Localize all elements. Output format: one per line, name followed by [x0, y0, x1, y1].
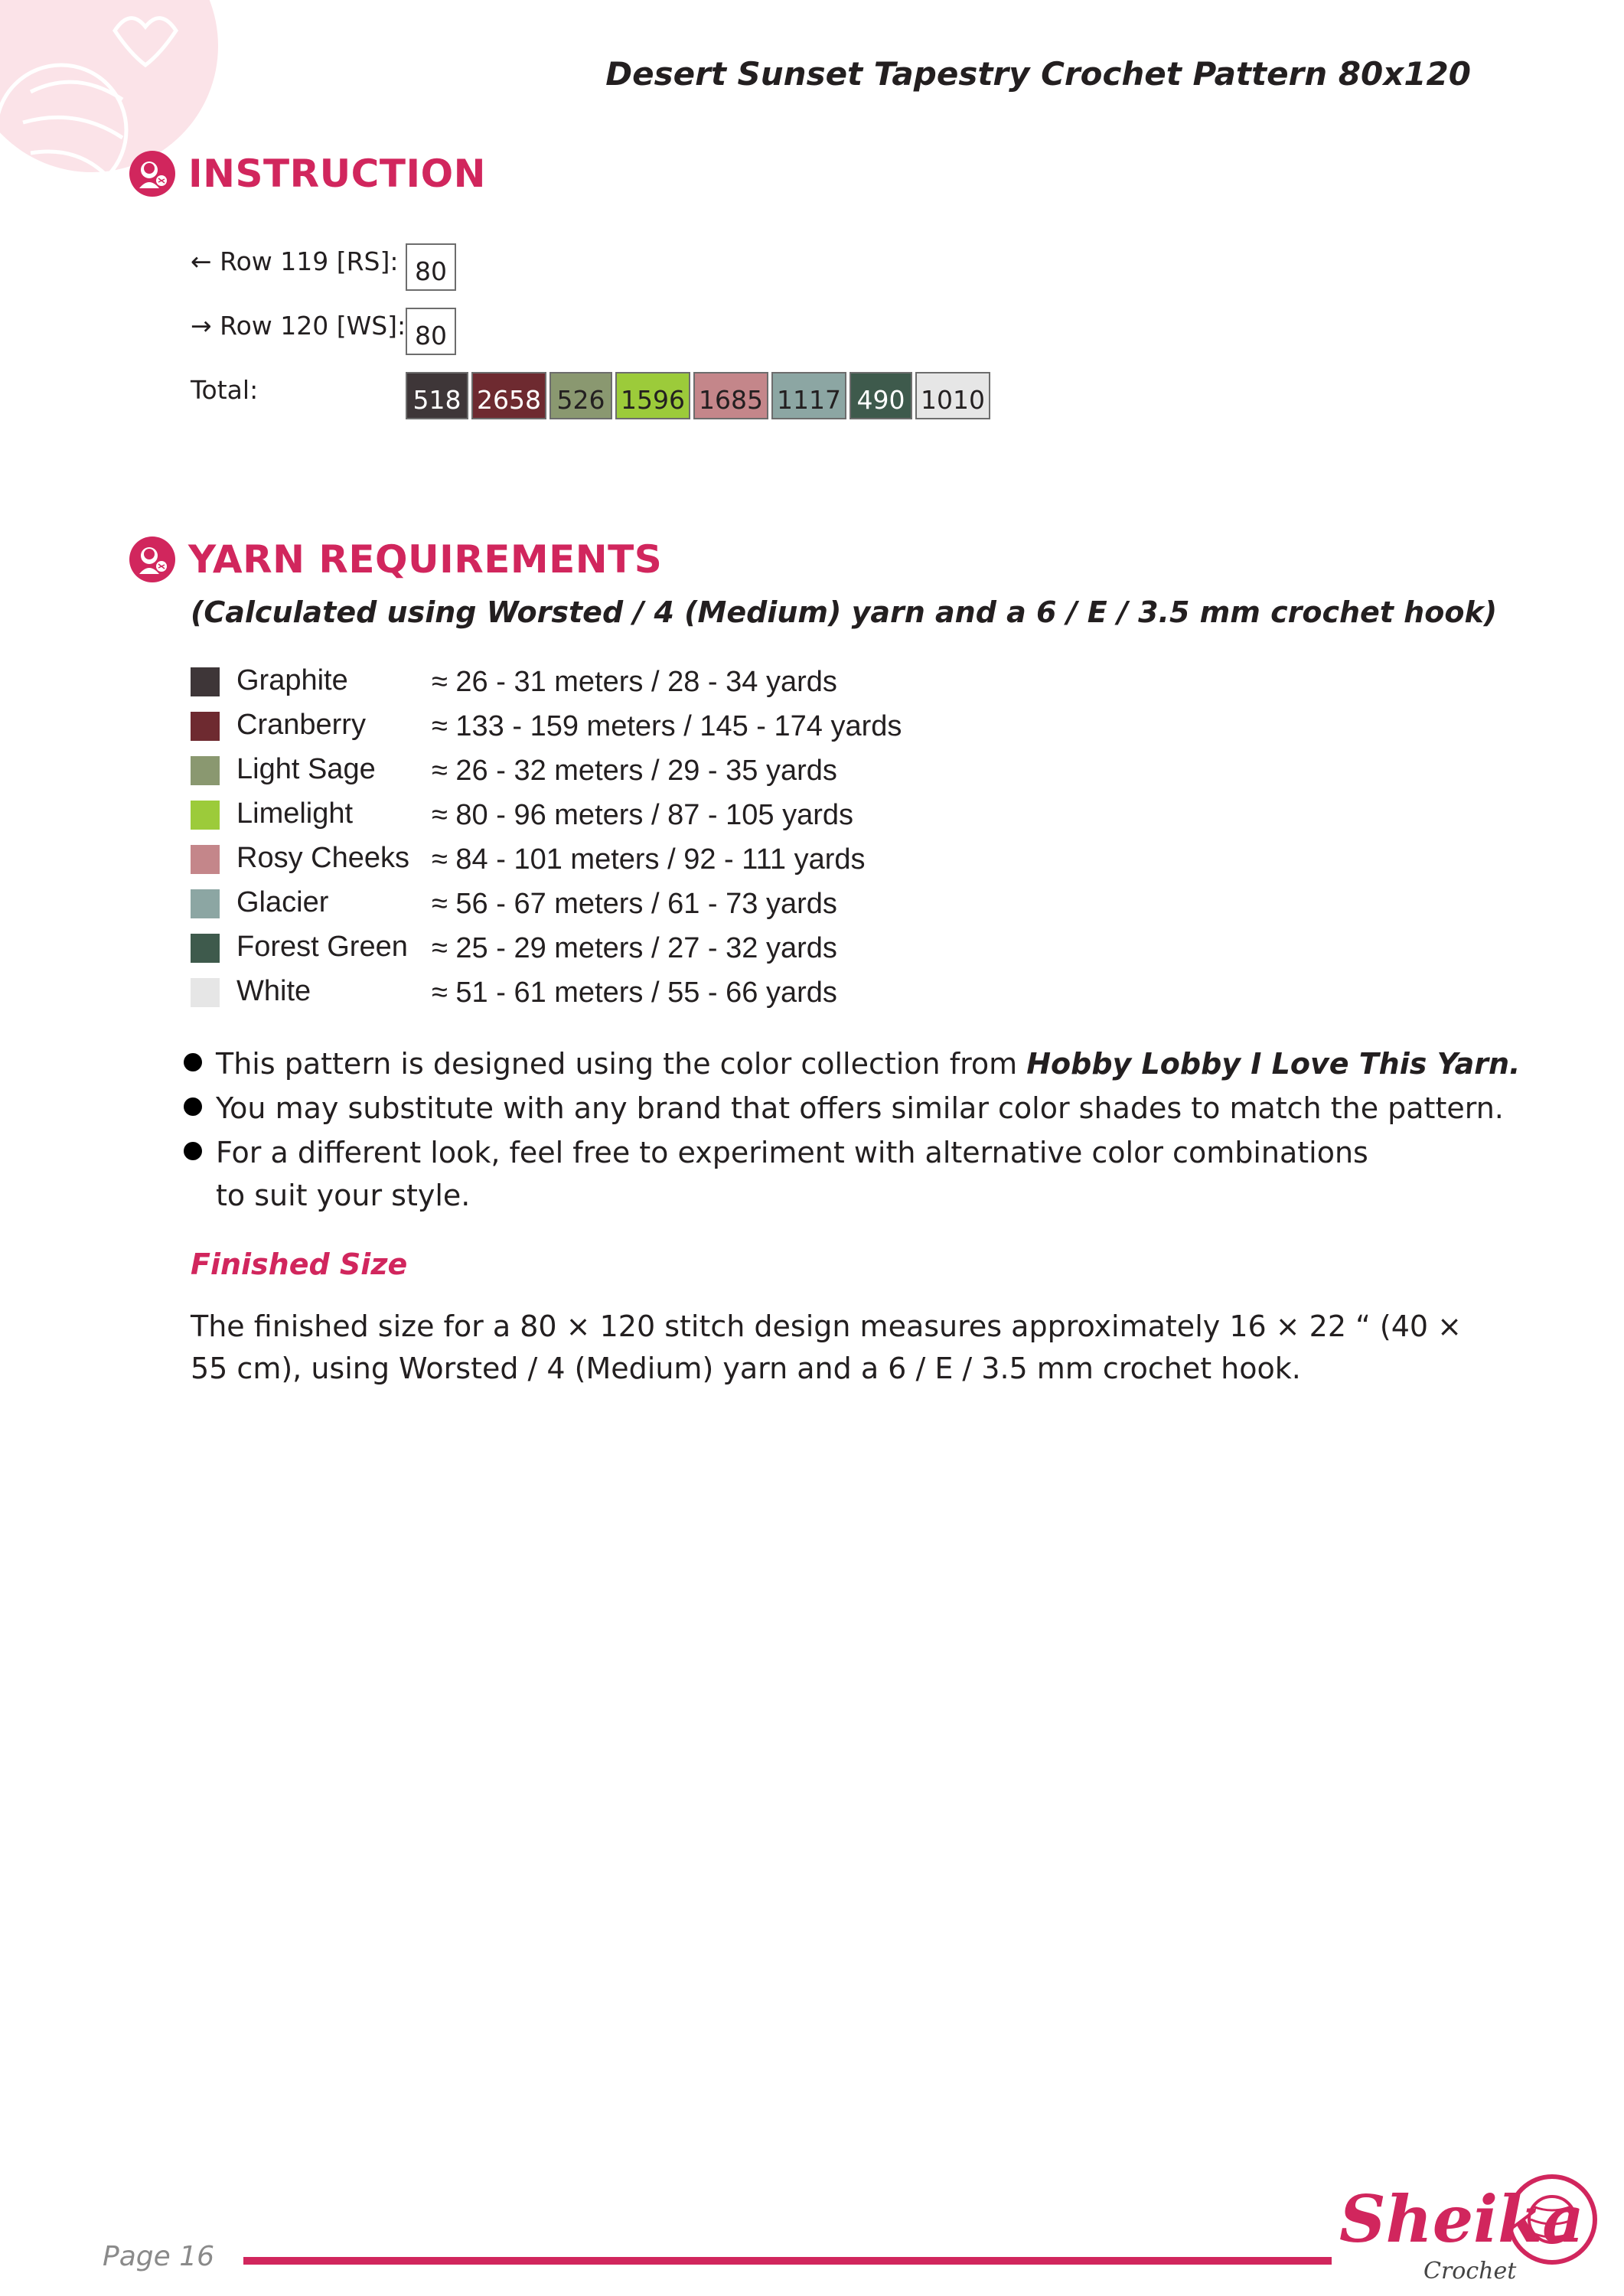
- total-count-value: 526: [556, 385, 605, 415]
- yarn-color-name: White: [236, 975, 311, 1007]
- total-count-cell: [771, 372, 846, 419]
- total-count-value: 1685: [699, 385, 763, 415]
- total-count-cell: [693, 372, 768, 419]
- row-120-count: 80: [415, 321, 447, 351]
- note-collection-brand: Hobby Lobby I Love This Yarn.: [1026, 1047, 1521, 1081]
- brand-logo: [1332, 2166, 1607, 2296]
- yarn-amount: ≈ 25 - 29 meters / 27 - 32 yards: [432, 932, 837, 964]
- total-count-value: 518: [413, 385, 461, 415]
- page-number: Page 16: [103, 2241, 215, 2272]
- finished-size-title: Finished Size: [191, 1247, 408, 1281]
- total-count-value: 2658: [477, 385, 541, 415]
- yarn-amount: ≈ 56 - 67 meters / 61 - 73 yards: [432, 888, 837, 920]
- total-count-cell: [615, 372, 690, 419]
- total-count-value: 1117: [777, 385, 841, 415]
- row-120-label: → Row 120 [WS]:: [191, 311, 406, 341]
- total-count-cell: [850, 372, 912, 419]
- color-swatch: [191, 667, 220, 696]
- yarn-color-name: Glacier: [236, 886, 329, 918]
- color-swatch: [191, 756, 220, 785]
- yarn-color-name: Cranberry: [236, 709, 366, 741]
- yarn-requirements-subtitle: (Calculated using Worsted / 4 (Medium) yarn and a 6 / E / 3.5 mm crochet hook): [191, 595, 1498, 629]
- bullet-icon: [184, 1053, 202, 1071]
- note-substitute-text: You may substitute with any brand that offers similar color shades to match the pattern.: [216, 1091, 1504, 1125]
- row-120-cell: [406, 308, 456, 355]
- yarn-amount: ≈ 26 - 31 meters / 28 - 34 yards: [432, 666, 837, 698]
- yarn-amount: ≈ 84 - 101 meters / 92 - 111 yards: [432, 843, 866, 876]
- total-count-cell: [471, 372, 546, 419]
- note-experiment-line1: For a different look, feel free to experiment with alternative color combinations: [216, 1136, 1368, 1169]
- finished-size-text: The finished size for a 80 × 120 stitch design measures approximately 16 × 22 “ (40 × 55 cm), using Worsted / 4 (Medium) yarn and a 6 / E / 3.5 mm crochet hook.: [191, 1309, 1462, 1385]
- yarn-amount: ≈ 80 - 96 meters / 87 - 105 yards: [432, 799, 853, 831]
- brand-subtitle: Crochet: [1423, 2258, 1517, 2285]
- total-count-cell: [549, 372, 612, 419]
- yarn-color-name: Rosy Cheeks: [236, 842, 409, 874]
- bullet-icon: [184, 1142, 202, 1160]
- total-label: Total:: [191, 375, 259, 405]
- bullet-icon: [184, 1097, 202, 1116]
- color-swatch: [191, 934, 220, 963]
- crochet-girl-icon: [129, 536, 176, 583]
- yarn-requirements-heading: [129, 536, 662, 583]
- instruction-heading: [129, 150, 486, 197]
- total-count-cell: [406, 372, 468, 419]
- yarn-color-name: Limelight: [236, 797, 354, 830]
- color-swatch: [191, 845, 220, 874]
- note-experiment-line2: to suit your style.: [216, 1179, 471, 1212]
- instruction-title: INSTRUCTION: [188, 152, 486, 196]
- crochet-girl-icon: [129, 150, 176, 197]
- total-count-value: 1596: [621, 385, 685, 415]
- yarn-color-name: Graphite: [236, 664, 348, 696]
- total-count-cell: [915, 372, 990, 419]
- yarn-amount: ≈ 51 - 61 meters / 55 - 66 yards: [432, 977, 837, 1009]
- yarn-amount: ≈ 133 - 159 meters / 145 - 174 yards: [432, 710, 902, 742]
- row-119-label: ← Row 119 [RS]:: [191, 246, 399, 276]
- row-119-cell: [406, 243, 456, 291]
- yarn-requirements-title: YARN REQUIREMENTS: [188, 537, 663, 582]
- yarn-amount: ≈ 26 - 32 meters / 29 - 35 yards: [432, 755, 837, 787]
- footer-rule: [243, 2257, 1332, 2265]
- document-title: Desert Sunset Tapestry Crochet Pattern 80x120: [605, 55, 1471, 93]
- color-swatch: [191, 712, 220, 741]
- yarn-color-name: Light Sage: [236, 753, 376, 785]
- row-119-count: 80: [415, 256, 447, 286]
- color-swatch: [191, 889, 220, 918]
- color-swatch: [191, 978, 220, 1007]
- color-swatch: [191, 801, 220, 830]
- yarn-color-name: Forest Green: [236, 931, 408, 963]
- note-collection-text: This pattern is designed using the color collection from: [216, 1047, 1027, 1081]
- total-count-value: 490: [856, 385, 905, 415]
- brand-name: Sheika: [1339, 2181, 1584, 2257]
- total-count-value: 1010: [921, 385, 985, 415]
